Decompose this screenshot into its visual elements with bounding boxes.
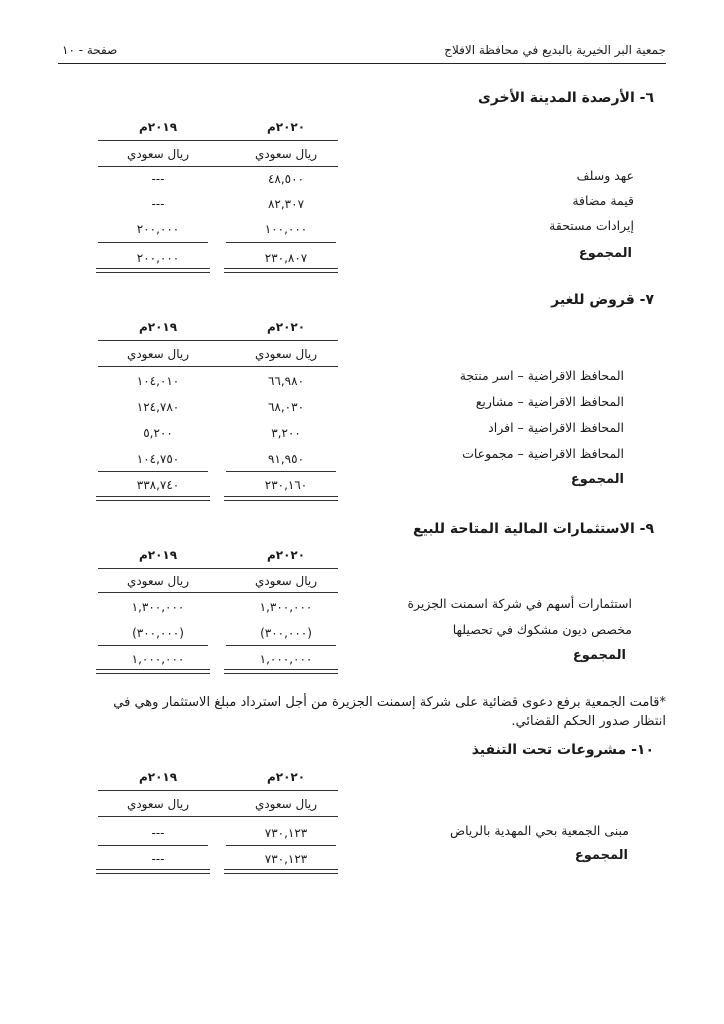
s10-header-rule — [98, 790, 338, 791]
s6-currency-2020: ريال سعودي — [254, 147, 318, 161]
s9-total-2020: ١,٠٠٠,٠٠٠ — [259, 652, 313, 666]
s6-row-value-2019: ٢٠٠,٠٠٠ — [136, 222, 180, 236]
s6-row-value-2020: ١٠٠,٠٠٠ — [264, 222, 308, 236]
s7-row-value-2020: ٦٨,٠٣٠ — [267, 400, 305, 414]
s10-year-2020: ٢٠٢٠م — [266, 770, 306, 784]
s7-year-2020: ٢٠٢٠م — [266, 320, 306, 334]
s7-row-label: المحافظ الاقراضية – مجموعات — [462, 446, 624, 461]
s9-row-value-2019: (٣٠٠,٠٠٠) — [132, 626, 184, 640]
s7-row-label: المحافظ الاقراضية – افراد — [488, 420, 624, 435]
s9-currency-2020: ريال سعودي — [254, 574, 318, 588]
s10-subtotal-rule-2019 — [98, 845, 208, 846]
s9-subtotal-rule-2019 — [98, 645, 208, 646]
s6-total-double-rule-2020 — [224, 268, 338, 273]
s7-header-rule — [98, 340, 338, 341]
s6-total-label: المجموع — [578, 246, 632, 261]
s10-currency-2020: ريال سعودي — [254, 797, 318, 811]
s6-currency-rule — [98, 166, 338, 167]
s7-currency-rule — [98, 366, 338, 367]
page-number: صفحة - ١٠ — [62, 43, 118, 57]
s7-subtotal-rule-2019 — [98, 471, 208, 472]
s6-row-value-2020: ٤٨,٥٠٠ — [267, 172, 305, 186]
s10-total-2020: ٧٣٠,١٢٣ — [264, 852, 308, 866]
s9-row-label: استثمارات أسهم في شركة اسمنت الجزيرة — [407, 596, 632, 611]
s6-year-2019: ٢٠١٩م — [138, 120, 178, 134]
s9-year-2019: ٢٠١٩م — [138, 548, 178, 562]
s9-row-value-2020: (٣٠٠,٠٠٠) — [260, 626, 312, 640]
s7-total-2020: ٢٣٠,١٦٠ — [264, 478, 308, 492]
s6-year-2020: ٢٠٢٠م — [266, 120, 306, 134]
s6-currency-2019: ريال سعودي — [126, 147, 190, 161]
s6-total-2019: ٢٠٠,٠٠٠ — [136, 251, 180, 265]
s7-row-value-2019: ١٢٤,٧٨٠ — [136, 400, 180, 414]
s7-row-value-2019: ٥,٢٠٠ — [143, 426, 173, 440]
s6-total-double-rule-2019 — [96, 268, 210, 273]
header-divider — [58, 63, 666, 64]
s10-total-2019: --- — [151, 852, 165, 866]
s6-row-value-2019: --- — [151, 172, 165, 186]
s9-row-value-2020: ١,٣٠٠,٠٠٠ — [259, 600, 313, 614]
s7-currency-2019: ريال سعودي — [126, 347, 190, 361]
s9-total-label: المجموع — [572, 648, 626, 663]
s6-subtotal-rule-2020 — [226, 242, 336, 243]
s7-row-value-2020: ٦٦,٩٨٠ — [267, 374, 305, 388]
s9-total-2019: ١,٠٠٠,٠٠٠ — [131, 652, 185, 666]
s6-row-label: إيرادات مستحقة — [549, 218, 634, 233]
section-7-title: ٧- قروض للغير — [551, 292, 654, 308]
s6-row-value-2019: --- — [151, 197, 165, 211]
s6-row-label: عهد وسلف — [576, 168, 634, 183]
s7-row-value-2020: ٩١,٩٥٠ — [267, 452, 305, 466]
document-header-title: جمعية البر الخيرية بالبديع في محافظة الافلاج — [444, 43, 666, 57]
section-6-title: ٦- الأرصدة المدينة الأخرى — [478, 90, 654, 106]
s7-year-2019: ٢٠١٩م — [138, 320, 178, 334]
section-10-title: ١٠- مشروعات تحت التنفيذ — [471, 742, 654, 758]
s10-currency-2019: ريال سعودي — [126, 797, 190, 811]
s6-subtotal-rule-2019 — [98, 242, 208, 243]
s9-row-value-2019: ١,٣٠٠,٠٠٠ — [131, 600, 185, 614]
s10-subtotal-rule-2020 — [226, 845, 336, 846]
s9-row-label: مخصص ديون مشكوك في تحصيلها — [452, 622, 632, 637]
s7-currency-2020: ريال سعودي — [254, 347, 318, 361]
section-9-title: ٩- الاستثمارات المالية المتاحة للبيع — [413, 521, 654, 537]
s9-currency-rule — [98, 592, 338, 593]
s10-row-label: مبنى الجمعية بحي المهدية بالرياض — [449, 823, 629, 838]
s10-total-label: المجموع — [574, 848, 628, 863]
s7-row-label: المحافظ الاقراضية – اسر منتجة — [459, 368, 624, 383]
s6-row-value-2020: ٨٢,٣٠٧ — [267, 197, 305, 211]
s10-currency-rule — [98, 816, 338, 817]
s7-total-label: المجموع — [570, 472, 624, 487]
s9-total-double-rule-2019 — [96, 669, 210, 674]
s7-subtotal-rule-2020 — [226, 471, 336, 472]
s10-row-value-2019: --- — [151, 826, 165, 840]
s10-total-double-rule-2019 — [96, 869, 210, 874]
s7-row-value-2019: ١٠٤,٠١٠ — [136, 374, 180, 388]
s7-total-double-rule-2019 — [96, 496, 210, 501]
s7-total-double-rule-2020 — [224, 496, 338, 501]
s7-row-label: المحافظ الاقراضية – مشاريع — [475, 394, 624, 409]
s7-row-value-2020: ٣,٢٠٠ — [271, 426, 301, 440]
s10-total-double-rule-2020 — [224, 869, 338, 874]
s7-row-value-2019: ١٠٤,٧٥٠ — [136, 452, 180, 466]
s6-row-label: قيمة مضافة — [572, 193, 634, 208]
s6-header-rule — [98, 140, 338, 141]
s9-total-double-rule-2020 — [224, 669, 338, 674]
s9-currency-2019: ريال سعودي — [126, 574, 190, 588]
s10-row-value-2020: ٧٣٠,١٢٣ — [264, 826, 308, 840]
s9-subtotal-rule-2020 — [226, 645, 336, 646]
s9-note-line-1: *قامت الجمعية برفع دعوى قضائية على شركة إسمنت الجزيرة من أجل استرداد مبلغ الاستثمار وهي في — [113, 695, 666, 710]
s10-year-2019: ٢٠١٩م — [138, 770, 178, 784]
s9-year-2020: ٢٠٢٠م — [266, 548, 306, 562]
s6-total-2020: ٢٣٠,٨٠٧ — [264, 251, 308, 265]
s7-total-2019: ٣٣٨,٧٤٠ — [136, 478, 180, 492]
s9-header-rule — [98, 568, 338, 569]
s9-note-line-2: انتظار صدور الحكم القضائي. — [511, 714, 666, 729]
